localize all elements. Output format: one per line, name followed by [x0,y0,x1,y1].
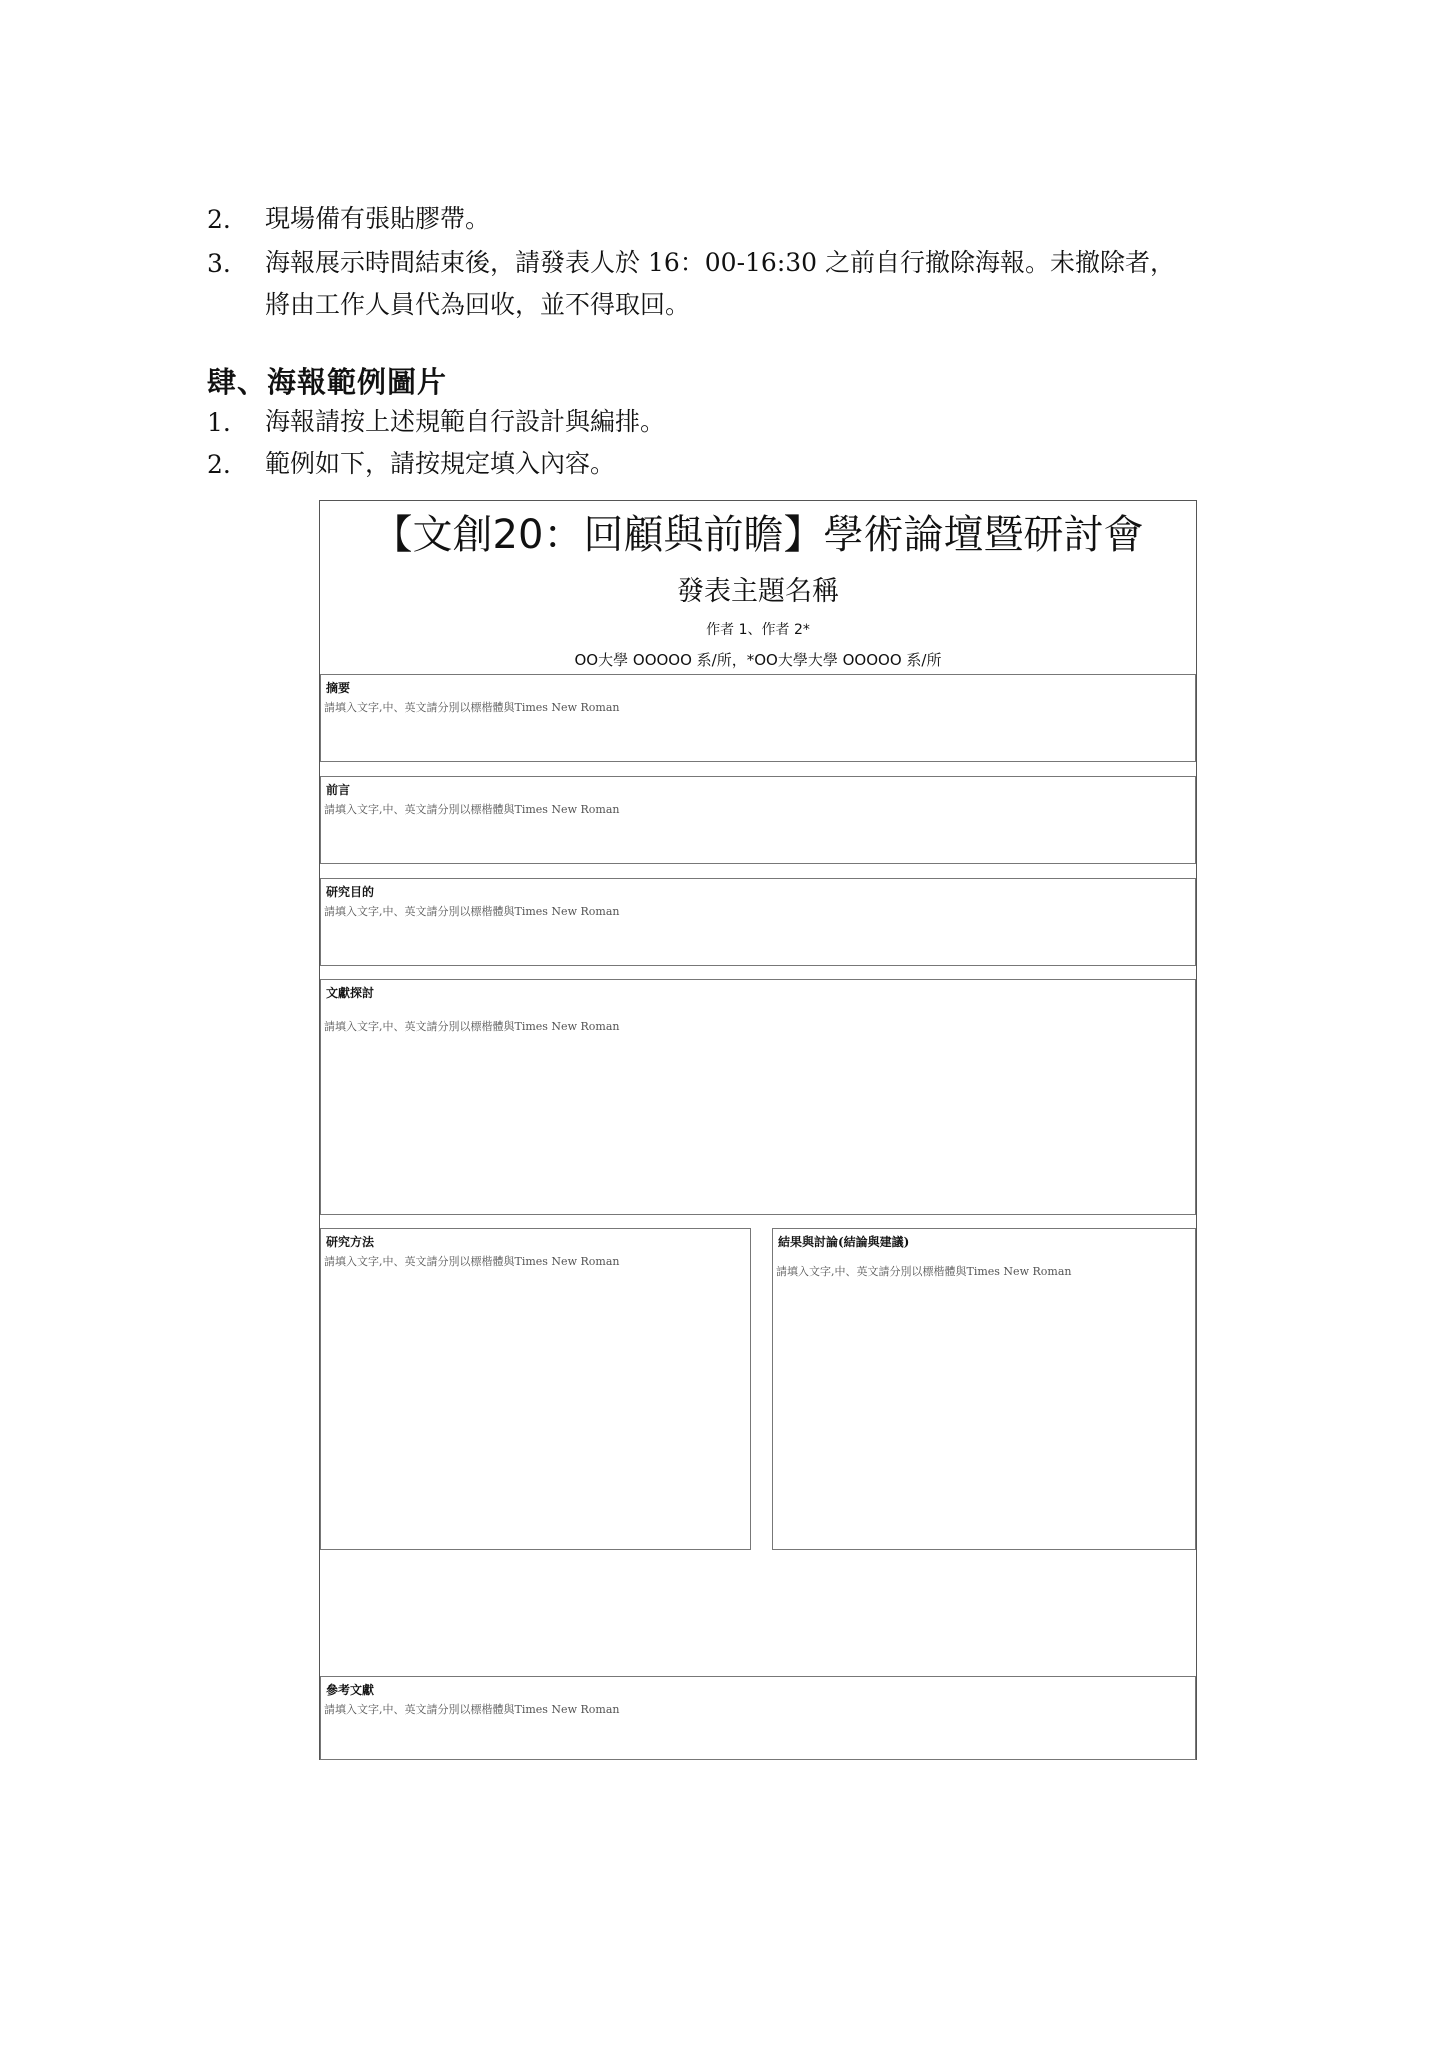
poster-title: 【文創20：回顧與前瞻】學術論壇暨研討會 [372,512,1144,558]
section-heading: 肆、海報範例圖片 [207,365,448,399]
purpose-box [320,878,1196,966]
abstract-box [320,674,1196,762]
instruction-text-continued: 將由工作人員代為回收，並不得取回。 [265,290,691,319]
box-title: 參考文獻 [326,1683,375,1697]
box-title: 摘要 [326,681,351,695]
box-placeholder: 請填入文字,中、英文請分別以標楷體與Times New Roman [324,803,620,816]
box-title: 文獻探討 [326,986,375,1000]
results-box [772,1228,1196,1550]
box-placeholder: 請填入文字,中、英文請分別以標楷體與Times New Roman [776,1265,1072,1278]
section-item-text: 範例如下，請按規定填入內容。 [265,449,616,478]
box-title: 結果與討論(結論與建議) [778,1235,910,1249]
method-box [320,1228,751,1550]
poster-example [319,500,1197,1760]
box-title: 研究目的 [326,885,375,899]
poster-subtitle: 發表主題名稱 [677,576,839,607]
intro-box [320,776,1196,864]
literature-box [320,979,1196,1215]
poster-affiliation: OO大學 OOOOO 系/所，*OO大學大學 OOOOO 系/所 [574,651,942,669]
item-number: 3. [207,249,231,278]
box-placeholder: 請填入文字,中、英文請分別以標楷體與Times New Roman [324,905,620,918]
item-number: 2. [207,205,231,234]
box-placeholder: 請填入文字,中、英文請分別以標楷體與Times New Roman [324,1020,620,1033]
item-number: 2. [207,450,231,479]
box-title: 前言 [326,783,351,797]
box-placeholder: 請填入文字,中、英文請分別以標楷體與Times New Roman [324,1703,620,1716]
box-title: 研究方法 [326,1235,375,1249]
references-box [320,1676,1196,1760]
instruction-text: 現場備有張貼膠帶。 [265,204,491,233]
item-number: 1. [207,408,231,437]
box-placeholder: 請填入文字,中、英文請分別以標楷體與Times New Roman [324,1255,620,1268]
poster-authors: 作者 1、作者 2* [706,622,810,638]
box-placeholder: 請填入文字,中、英文請分別以標楷體與Times New Roman [324,701,620,714]
instruction-text: 海報展示時間結束後，請發表人於 16：00-16:30 之前自行撤除海報。未撤除者， [265,248,1176,277]
section-item-text: 海報請按上述規範自行設計與編排。 [265,407,666,436]
